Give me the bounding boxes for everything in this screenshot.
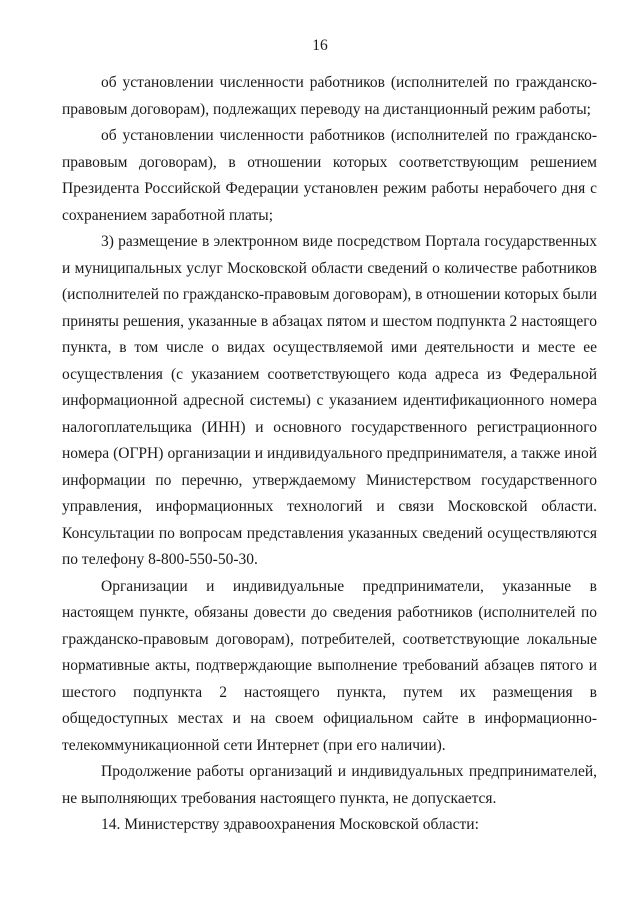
paragraph-notification-obligation: Организации и индивидуальные предприниматели, указанные в настоящем пункте, обязаны довести до сведения работников (исполнителей по гражданско-правовым договорам), потребителей, соответствующие локальные нормативные акты, подтверждающие выполнение требований абзацев пятого и шестого подпункта 2 настоящего пункта, путем их размещения в общедоступных местах и на своем официальном сайте в информационно-телекоммуникационной сети Интернет (при его наличии). <box>62 577 597 754</box>
paragraph-remote-work-headcount: об установлении численности работников (исполнителей по гражданско-правовым договорам), подлежащих переводу на дистанционный режим работы; <box>62 74 597 118</box>
paragraph-item-14-ministry-of-health: 14. Министерству здравоохранения Московской области: <box>101 816 479 833</box>
document-body <box>62 70 597 839</box>
page-number: 16 <box>312 37 328 54</box>
paragraph-non-working-day-headcount: об установлении численности работников (исполнителей по гражданско-правовым договорам), в отношении которых соответствующим решением Президента Российской Федерации установлен режим работы нерабочего дня с сохранением заработной платы; <box>62 127 597 224</box>
paragraph-non-compliance: Продолжение работы организаций и индивидуальных предпринимателей, не выполняющих требования настоящего пункта, не допускается. <box>62 763 597 807</box>
paragraph-item-3-portal-submission: 3) размещение в электронном виде посредством Портала государственных и муниципальных услуг Московской области сведений о количестве работников (исполнителей по гражданско-правовым договорам), в отношении которых были приняты решения, указанные в абзацах пятом и шестом подпункта 2 настоящего пункта, в том числе о видах осуществляемой ими деятельности и месте ее осуществления (с указанием соответствующего кода адреса из Федеральной информационной адресной системы) с указанием идентификационного номера налогоплательщика (ИНН) и основного государственного регистрационного номера (ОГРН) организации и индивидуального предпринимателя, а также иной информации по перечню, утверждаемому Министерством государственного управления, информационных технологий и связи Московской области. Консультации по вопросам представления указанных сведений осуществляются по телефону 8-800-550-50-30. <box>62 233 597 568</box>
